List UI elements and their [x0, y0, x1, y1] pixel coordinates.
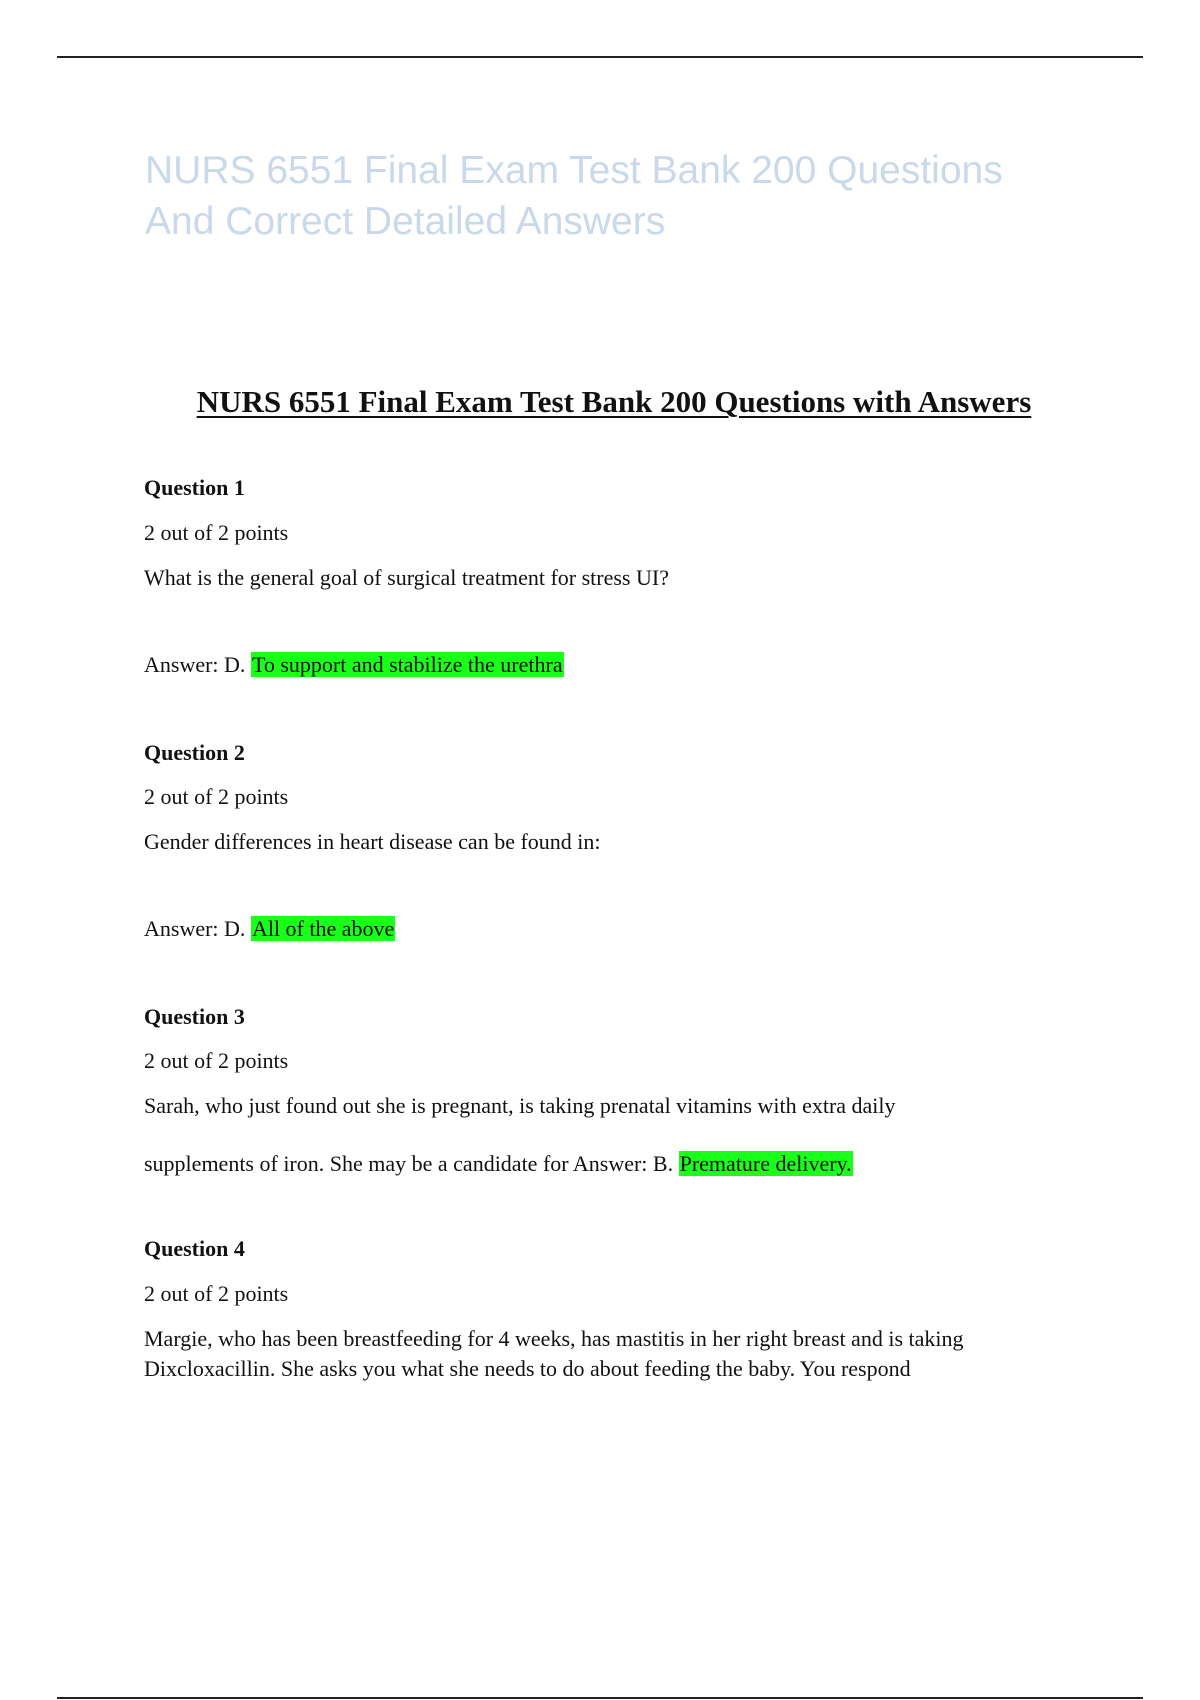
header-rule — [57, 56, 1143, 58]
question-4-points: 2 out of 2 points — [144, 1281, 289, 1306]
watermark-header-title — [145, 145, 1105, 247]
question-1-answer-highlight: To support and stabilize the urethra — [251, 652, 563, 677]
question-2-heading: Question 2 — [144, 740, 245, 765]
question-3-answer-line — [144, 1149, 853, 1179]
footer-rule — [57, 1697, 1143, 1699]
header-title-line-1: NURS 6551 Final Exam Test Bank 200 Questions — [145, 149, 1003, 192]
question-1-answer-prefix: Answer: D. — [144, 652, 251, 677]
document-title: NURS 6551 Final Exam Test Bank 200 Questions with Answers — [196, 384, 1032, 419]
question-3-heading: Question 3 — [144, 1004, 245, 1029]
question-3-text: Sarah, who just found out she is pregnant, is taking prenatal vitamins with extra daily — [144, 1093, 896, 1118]
header-title-line-2: And Correct Detailed Answers — [145, 200, 666, 243]
question-2-points: 2 out of 2 points — [144, 784, 289, 809]
question-2-answer-line — [144, 914, 395, 944]
question-2-answer-prefix: Answer: D. — [144, 916, 251, 941]
question-4-text: Margie, who has been breastfeeding for 4 weeks, has mastitis in her right breast and is taking — [144, 1326, 964, 1351]
question-1-answer-line — [144, 650, 564, 680]
question-1-heading: Question 1 — [144, 475, 245, 500]
question-2-text: Gender differences in heart disease can be found in: — [144, 829, 601, 854]
question-4-heading: Question 4 — [144, 1236, 245, 1261]
question-3-answer-highlight: Premature delivery. — [679, 1151, 852, 1176]
question-3-points: 2 out of 2 points — [144, 1048, 289, 1073]
question-1-text: What is the general goal of surgical treatment for stress UI? — [144, 565, 669, 590]
question-2-answer-highlight: All of the above — [251, 916, 395, 941]
question-3-text-line-2: supplements of iron. She may be a candidate for Answer: B. — [144, 1151, 679, 1176]
question-1-points: 2 out of 2 points — [144, 520, 289, 545]
question-4-text-line-2: Dixcloxacillin. She asks you what she needs to do about feeding the baby. You respond — [144, 1356, 911, 1381]
